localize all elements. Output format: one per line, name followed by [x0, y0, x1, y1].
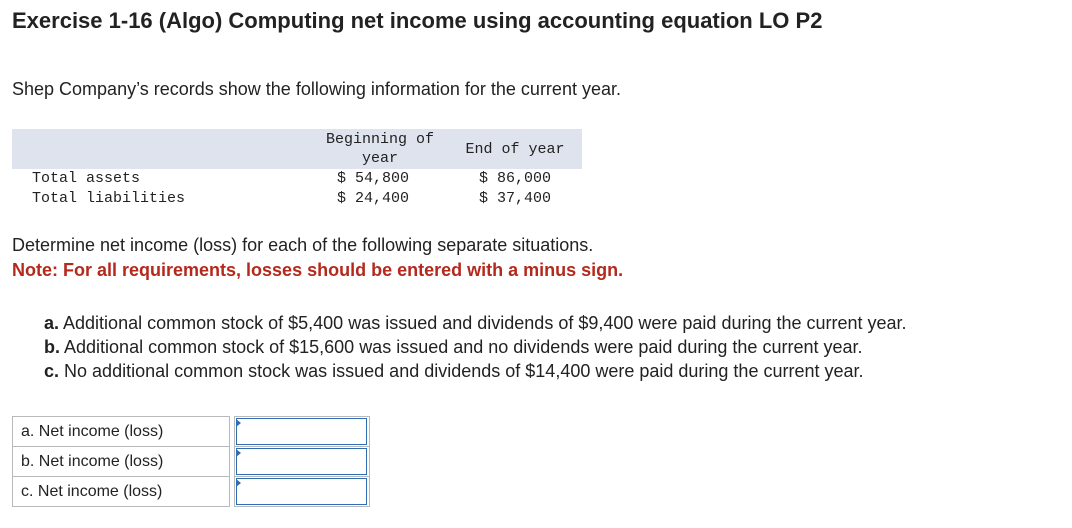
total-liabilities-end: $ 37,400 — [478, 190, 551, 207]
header-blank — [12, 129, 312, 169]
answer-row-c — [13, 477, 370, 507]
answer-row-b — [13, 447, 370, 477]
cell-marker-icon — [236, 479, 241, 487]
table-row — [12, 189, 582, 209]
situation-c-letter: c. — [44, 361, 60, 381]
answer-row-a — [13, 417, 370, 447]
answer-label-a: a. Net income (loss) — [13, 417, 230, 447]
net-income-a-input[interactable] — [236, 418, 367, 445]
situations-list — [44, 311, 907, 383]
total-assets-beginning: $ 54,800 — [336, 170, 409, 187]
answer-label-c: c. Net income (loss) — [13, 477, 230, 507]
row-label-total-assets: Total assets — [32, 170, 141, 187]
table-header-row — [12, 129, 582, 169]
situation-c — [44, 359, 907, 383]
row-label-total-liabilities: Total liabilities — [32, 190, 186, 207]
situation-b — [44, 335, 907, 359]
situation-a — [44, 311, 907, 335]
situation-a-letter: a. — [44, 313, 60, 333]
balance-data-table — [12, 129, 582, 209]
cell-marker-icon — [236, 449, 241, 457]
situation-c-text: No additional common stock was issued and dividends of $14,400 were paid during the current year. — [64, 361, 864, 381]
net-income-b-input[interactable] — [236, 448, 367, 475]
answer-table — [12, 416, 370, 507]
total-liabilities-beginning: $ 24,400 — [336, 190, 409, 207]
instruction-text: Determine net income (loss) for each of the following separate situations. — [12, 235, 594, 255]
situation-b-text: Additional common stock of $15,600 was issued and no dividends were paid during the current year. — [64, 337, 863, 357]
cell-marker-icon — [236, 419, 241, 427]
intro-text: Shep Company’s records show the following information for the current year. — [12, 79, 621, 99]
header-end-of-year: End of year — [448, 129, 582, 169]
net-income-c-input[interactable] — [236, 478, 367, 505]
situation-b-letter: b. — [44, 337, 60, 357]
exercise-title: Exercise 1-16 (Algo) Computing net income using accounting equation LO P2 — [12, 8, 823, 33]
header-beginning-of-year: Beginning of year — [312, 129, 448, 169]
table-row — [12, 169, 582, 189]
situation-a-text: Additional common stock of $5,400 was issued and dividends of $9,400 were paid during the current year. — [63, 313, 907, 333]
total-assets-end: $ 86,000 — [478, 170, 551, 187]
answer-label-b: b. Net income (loss) — [13, 447, 230, 477]
note-text: Note: For all requirements, losses should be entered with a minus sign. — [12, 260, 624, 280]
